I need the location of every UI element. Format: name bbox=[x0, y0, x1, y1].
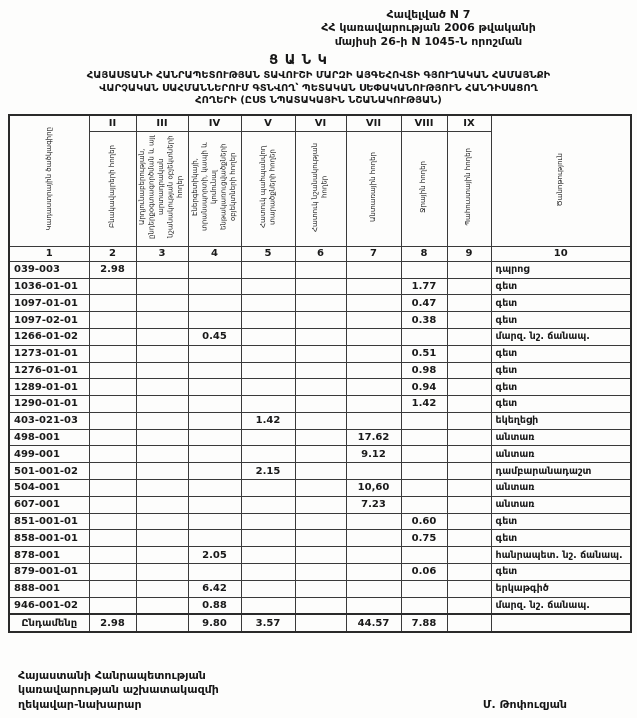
value-cell bbox=[188, 564, 241, 581]
value-cell bbox=[447, 463, 491, 480]
value-cell bbox=[188, 312, 241, 329]
header-cadastral-code-label: Կադաստրային ծածկագիրը bbox=[44, 127, 53, 232]
value-cell bbox=[401, 597, 447, 614]
table-row bbox=[9, 295, 631, 312]
value-cell bbox=[401, 580, 447, 597]
value-cell bbox=[136, 295, 188, 312]
code-cell: 499-001 bbox=[9, 446, 89, 463]
value-cell: 0.60 bbox=[401, 513, 447, 530]
table-row bbox=[9, 362, 631, 379]
value-cell bbox=[188, 429, 241, 446]
value-cell bbox=[447, 480, 491, 497]
value-cell bbox=[188, 379, 241, 396]
value-cell bbox=[401, 429, 447, 446]
header-water-lands: Ջրային հողեր bbox=[401, 131, 447, 246]
value-cell bbox=[136, 446, 188, 463]
subtitle-line-3: ՀՈՂԵՐԻ (ԸՍՏ ՆՊԱՏԱԿԱՅԻՆ ՆՇԱՆԱԿՈՒԹՅԱՆ) bbox=[195, 95, 442, 107]
code-cell: 501-001-02 bbox=[9, 463, 89, 480]
code-cell: 1273-01-01 bbox=[9, 345, 89, 362]
note-cell: գետ bbox=[491, 278, 631, 295]
signatory-title-line-1: Հայաստանի Հանրապետության bbox=[18, 669, 206, 683]
value-cell bbox=[295, 379, 346, 396]
value-cell bbox=[401, 261, 447, 278]
subtitle-line-2: ՎԱՐՉԱԿԱՆ ՍԱՀՄԱՆՆԵՐՈՒՄ ԳՏՆՎՈՂ՝ ՊԵՏԱԿԱՆ ՍԵՓԱԿԱՆՈՒԹՅՈՒՆ ՀԱՆԴԻՍԱՑՈՂ bbox=[99, 82, 538, 94]
value-cell bbox=[295, 312, 346, 329]
value-cell bbox=[346, 463, 401, 480]
value-cell: 7.23 bbox=[346, 496, 401, 513]
code-cell: 039-003 bbox=[9, 261, 89, 278]
appendix-line-3: մայիսի 26-ի N 1045-Ն որոշման bbox=[334, 34, 523, 48]
value-cell: 2.98 bbox=[89, 614, 136, 632]
roman-numeral-row bbox=[9, 115, 631, 132]
value-cell bbox=[295, 261, 346, 278]
note-cell: մարզ. նշ. ճանապ. bbox=[491, 328, 631, 345]
col-num-8: 8 bbox=[401, 246, 447, 261]
code-cell: 946-001-02 bbox=[9, 597, 89, 614]
value-cell bbox=[241, 480, 295, 497]
value-cell bbox=[188, 362, 241, 379]
table-row bbox=[9, 278, 631, 295]
value-cell bbox=[136, 513, 188, 530]
table-row bbox=[9, 547, 631, 564]
code-cell: 1290-01-01 bbox=[9, 396, 89, 413]
value-cell bbox=[447, 312, 491, 329]
value-cell bbox=[241, 597, 295, 614]
roman-col-9: IX bbox=[447, 115, 491, 132]
value-cell bbox=[136, 614, 188, 632]
header-reserve-lands: Պահուստային հողեր bbox=[447, 131, 491, 246]
value-cell bbox=[447, 261, 491, 278]
value-cell bbox=[401, 412, 447, 429]
value-cell: 2.05 bbox=[188, 547, 241, 564]
value-cell bbox=[188, 496, 241, 513]
value-cell: 1.42 bbox=[401, 396, 447, 413]
total-label-cell: Ընդամենը bbox=[9, 614, 89, 632]
value-cell bbox=[89, 278, 136, 295]
value-cell bbox=[295, 480, 346, 497]
value-cell bbox=[447, 614, 491, 632]
value-cell bbox=[241, 295, 295, 312]
value-cell bbox=[89, 513, 136, 530]
signature-name: Մ. Թոփուզյան bbox=[482, 698, 567, 711]
note-cell: անտառ bbox=[491, 480, 631, 497]
table-row bbox=[9, 345, 631, 362]
value-cell: 0.06 bbox=[401, 564, 447, 581]
value-cell bbox=[89, 580, 136, 597]
code-cell: 879-001-01 bbox=[9, 564, 89, 581]
value-cell bbox=[89, 362, 136, 379]
header-note-label: Ծանոթություն bbox=[556, 152, 565, 206]
value-cell bbox=[447, 396, 491, 413]
value-cell: 7.88 bbox=[401, 614, 447, 632]
document-subtitle bbox=[6, 70, 631, 108]
table-row bbox=[9, 496, 631, 513]
value-cell bbox=[447, 429, 491, 446]
table-row bbox=[9, 580, 631, 597]
value-cell bbox=[241, 564, 295, 581]
note-cell: գետ bbox=[491, 312, 631, 329]
note-cell: գետ bbox=[491, 513, 631, 530]
value-cell bbox=[136, 463, 188, 480]
value-cell bbox=[136, 345, 188, 362]
column-number-row bbox=[9, 246, 631, 261]
value-cell bbox=[447, 446, 491, 463]
value-cell bbox=[401, 480, 447, 497]
value-cell bbox=[89, 547, 136, 564]
code-cell: 1036-01-01 bbox=[9, 278, 89, 295]
note-cell: գետ bbox=[491, 379, 631, 396]
roman-col-5: V bbox=[241, 115, 295, 132]
value-cell bbox=[295, 345, 346, 362]
value-cell bbox=[346, 328, 401, 345]
roman-col-8: VIII bbox=[401, 115, 447, 132]
col-num-3: 3 bbox=[136, 246, 188, 261]
code-cell: 403-021-03 bbox=[9, 412, 89, 429]
table-row bbox=[9, 261, 631, 278]
value-cell bbox=[295, 429, 346, 446]
header-forest-lands: Անտառային հողեր bbox=[346, 131, 401, 246]
table-header bbox=[9, 115, 631, 262]
value-cell bbox=[136, 597, 188, 614]
value-cell bbox=[89, 597, 136, 614]
value-cell: 3.57 bbox=[241, 614, 295, 632]
value-cell bbox=[89, 480, 136, 497]
value-cell bbox=[295, 580, 346, 597]
roman-col-4: IV bbox=[188, 115, 241, 132]
header-industrial-lands: Արդյունաբերության, ընդերքօգտագործման և այլ արտադրական նշանակության օբյեկտների հողեր bbox=[136, 131, 188, 246]
note-cell: երկաթգիծ bbox=[491, 580, 631, 597]
value-cell bbox=[89, 446, 136, 463]
note-cell: գետ bbox=[491, 530, 631, 547]
value-cell bbox=[188, 530, 241, 547]
value-cell bbox=[346, 362, 401, 379]
note-cell: անտառ bbox=[491, 446, 631, 463]
col-num-2: 2 bbox=[89, 246, 136, 261]
table-row bbox=[9, 396, 631, 413]
value-cell bbox=[241, 396, 295, 413]
value-cell: 9.80 bbox=[188, 614, 241, 632]
appendix-block bbox=[260, 8, 597, 48]
subtitle-line-1: ՀԱՅԱՍՏԱՆԻ ՀԱՆՐԱՊԵՏՈՒԹՅԱՆ ՏԱՎՈՒՇԻ ՄԱՐԶԻ ԱՅԳԵՀՈՎՏԻ ԳՅՈՒՂԱԿԱՆ ՀԱՄԱՅՆՔԻ bbox=[86, 70, 551, 82]
value-cell bbox=[136, 396, 188, 413]
value-cell: 0.75 bbox=[401, 530, 447, 547]
roman-col-2: II bbox=[89, 115, 136, 132]
roman-col-6: VI bbox=[295, 115, 346, 132]
value-cell: 6.42 bbox=[188, 580, 241, 597]
value-cell bbox=[241, 446, 295, 463]
value-cell bbox=[447, 597, 491, 614]
value-cell bbox=[346, 261, 401, 278]
value-cell bbox=[346, 396, 401, 413]
col-num-7: 7 bbox=[346, 246, 401, 261]
note-cell: գետ bbox=[491, 362, 631, 379]
roman-col-7: VII bbox=[346, 115, 401, 132]
value-cell bbox=[447, 530, 491, 547]
value-cell bbox=[295, 295, 346, 312]
code-cell: 858-001-01 bbox=[9, 530, 89, 547]
value-cell bbox=[241, 345, 295, 362]
value-cell bbox=[295, 446, 346, 463]
value-cell bbox=[346, 580, 401, 597]
value-cell bbox=[241, 261, 295, 278]
value-cell bbox=[295, 564, 346, 581]
code-cell: 1097-02-01 bbox=[9, 312, 89, 329]
code-cell: 1266-01-02 bbox=[9, 328, 89, 345]
value-cell bbox=[295, 547, 346, 564]
table-row bbox=[9, 564, 631, 581]
value-cell bbox=[89, 564, 136, 581]
value-cell bbox=[241, 496, 295, 513]
value-cell bbox=[188, 480, 241, 497]
value-cell bbox=[346, 312, 401, 329]
header-protected-lands: Հատուկ պահպանվող տարածքների հողեր bbox=[241, 131, 295, 246]
value-cell bbox=[241, 429, 295, 446]
note-cell: գետ bbox=[491, 345, 631, 362]
value-cell bbox=[89, 328, 136, 345]
col-num-9: 9 bbox=[447, 246, 491, 261]
value-cell bbox=[447, 412, 491, 429]
roman-col-3: III bbox=[136, 115, 188, 132]
code-cell: 607-001 bbox=[9, 496, 89, 513]
value-cell bbox=[346, 345, 401, 362]
table-row bbox=[9, 312, 631, 329]
value-cell bbox=[447, 379, 491, 396]
value-cell bbox=[136, 312, 188, 329]
value-cell: 1.77 bbox=[401, 278, 447, 295]
value-cell bbox=[295, 597, 346, 614]
note-cell: գետ bbox=[491, 295, 631, 312]
table-row bbox=[9, 463, 631, 480]
note-cell: եկեղեցի bbox=[491, 412, 631, 429]
value-cell bbox=[136, 362, 188, 379]
table-body bbox=[9, 261, 631, 632]
value-cell bbox=[295, 396, 346, 413]
value-cell bbox=[447, 362, 491, 379]
code-cell: 878-001 bbox=[9, 547, 89, 564]
value-cell bbox=[447, 564, 491, 581]
value-cell bbox=[295, 278, 346, 295]
signatory-title bbox=[18, 669, 219, 712]
value-cell bbox=[401, 463, 447, 480]
value-cell bbox=[241, 513, 295, 530]
value-cell: 10,60 bbox=[346, 480, 401, 497]
value-cell: 0.88 bbox=[188, 597, 241, 614]
value-cell: 1.42 bbox=[241, 412, 295, 429]
col-num-5: 5 bbox=[241, 246, 295, 261]
value-cell: 0.45 bbox=[188, 328, 241, 345]
table-row bbox=[9, 530, 631, 547]
code-cell: 1289-01-01 bbox=[9, 379, 89, 396]
value-cell bbox=[188, 345, 241, 362]
signatory-title-line-2: կառավարության աշխատակազմի bbox=[18, 683, 219, 697]
value-cell bbox=[136, 412, 188, 429]
value-cell bbox=[89, 345, 136, 362]
value-cell bbox=[241, 547, 295, 564]
value-cell bbox=[241, 530, 295, 547]
value-cell bbox=[295, 530, 346, 547]
value-cell bbox=[136, 429, 188, 446]
appendix-line-1: Հավելված N 7 bbox=[386, 8, 471, 21]
table-row bbox=[9, 513, 631, 530]
note-cell bbox=[491, 614, 631, 632]
value-cell bbox=[89, 530, 136, 547]
value-cell bbox=[447, 547, 491, 564]
value-cell bbox=[295, 614, 346, 632]
value-cell: 2.98 bbox=[89, 261, 136, 278]
table-row bbox=[9, 446, 631, 463]
code-cell: 504-001 bbox=[9, 480, 89, 497]
value-cell bbox=[89, 295, 136, 312]
col-num-6: 6 bbox=[295, 246, 346, 261]
table-row bbox=[9, 429, 631, 446]
header-cadastral-code bbox=[9, 115, 89, 247]
table-row bbox=[9, 328, 631, 345]
value-cell bbox=[188, 396, 241, 413]
note-cell: դամբարանադաշտ bbox=[491, 463, 631, 480]
header-infrastructure-lands: Էներգետիկայի, տրանսպորտի, կապի և կոմունալ ենթակառուցվածքների օբյեկտների հողեր bbox=[188, 131, 241, 246]
value-cell bbox=[136, 480, 188, 497]
value-cell bbox=[346, 513, 401, 530]
signatory-title-line-3: ղեկավար-նախարար bbox=[18, 697, 142, 711]
value-cell bbox=[188, 278, 241, 295]
value-cell bbox=[447, 580, 491, 597]
value-cell: 0.51 bbox=[401, 345, 447, 362]
value-cell: 0.38 bbox=[401, 312, 447, 329]
value-cell: 9.12 bbox=[346, 446, 401, 463]
value-cell: 2.15 bbox=[241, 463, 295, 480]
value-cell bbox=[447, 278, 491, 295]
document-footer bbox=[0, 669, 637, 714]
value-cell bbox=[401, 446, 447, 463]
value-cell bbox=[447, 496, 491, 513]
value-cell bbox=[401, 328, 447, 345]
table-row bbox=[9, 597, 631, 614]
col-num-4: 4 bbox=[188, 246, 241, 261]
value-cell bbox=[346, 530, 401, 547]
code-cell: 851-001-01 bbox=[9, 513, 89, 530]
value-cell bbox=[295, 412, 346, 429]
value-cell bbox=[89, 312, 136, 329]
value-cell bbox=[188, 446, 241, 463]
value-cell bbox=[447, 295, 491, 312]
value-cell bbox=[188, 412, 241, 429]
header-special-purpose-lands: Հատուկ նշանակության հողեր bbox=[295, 131, 346, 246]
code-cell: 1276-01-01 bbox=[9, 362, 89, 379]
list-title: Ց Ա Ն Կ bbox=[269, 53, 328, 69]
col-num-10: 10 bbox=[491, 246, 631, 261]
value-cell bbox=[89, 463, 136, 480]
value-cell bbox=[188, 295, 241, 312]
value-cell bbox=[136, 496, 188, 513]
value-cell bbox=[346, 547, 401, 564]
value-cell: 0.98 bbox=[401, 362, 447, 379]
value-cell bbox=[188, 261, 241, 278]
value-cell bbox=[295, 496, 346, 513]
value-cell bbox=[241, 278, 295, 295]
value-cell bbox=[136, 379, 188, 396]
value-cell bbox=[89, 496, 136, 513]
value-cell bbox=[346, 597, 401, 614]
value-cell bbox=[401, 547, 447, 564]
header-residential-lands: Բնակավայրերի հողեր bbox=[89, 131, 136, 246]
value-cell bbox=[401, 496, 447, 513]
value-cell: 44.57 bbox=[346, 614, 401, 632]
value-cell: 17.62 bbox=[346, 429, 401, 446]
code-cell: 498-001 bbox=[9, 429, 89, 446]
value-cell bbox=[241, 362, 295, 379]
note-cell: մարզ. նշ. ճանապ. bbox=[491, 597, 631, 614]
value-cell bbox=[136, 328, 188, 345]
table-row bbox=[9, 412, 631, 429]
value-cell bbox=[295, 328, 346, 345]
table-row bbox=[9, 379, 631, 396]
value-cell bbox=[241, 379, 295, 396]
value-cell bbox=[188, 513, 241, 530]
code-cell: 1097-01-01 bbox=[9, 295, 89, 312]
note-cell: դպրոց bbox=[491, 261, 631, 278]
value-cell bbox=[447, 328, 491, 345]
value-cell: 0.94 bbox=[401, 379, 447, 396]
note-cell: հանրապետ. նշ. ճանապ. bbox=[491, 547, 631, 564]
note-cell: անտառ bbox=[491, 429, 631, 446]
value-cell bbox=[346, 412, 401, 429]
land-register-table bbox=[8, 114, 632, 634]
value-cell bbox=[346, 379, 401, 396]
value-cell bbox=[295, 513, 346, 530]
value-cell bbox=[136, 278, 188, 295]
appendix-line-2: ՀՀ կառավարության 2006 թվականի bbox=[321, 21, 536, 35]
note-cell: գետ bbox=[491, 564, 631, 581]
value-cell bbox=[89, 412, 136, 429]
value-cell: 0.47 bbox=[401, 295, 447, 312]
note-cell: գետ bbox=[491, 396, 631, 413]
value-cell bbox=[295, 463, 346, 480]
value-cell bbox=[89, 379, 136, 396]
value-cell bbox=[346, 295, 401, 312]
code-cell: 888-001 bbox=[9, 580, 89, 597]
col-num-1: 1 bbox=[9, 246, 89, 261]
header-note bbox=[491, 115, 631, 247]
value-cell bbox=[136, 580, 188, 597]
value-cell bbox=[346, 278, 401, 295]
value-cell bbox=[241, 580, 295, 597]
value-cell bbox=[447, 345, 491, 362]
value-cell bbox=[188, 463, 241, 480]
value-cell bbox=[346, 564, 401, 581]
table-row bbox=[9, 480, 631, 497]
value-cell bbox=[136, 564, 188, 581]
value-cell bbox=[447, 513, 491, 530]
value-cell bbox=[136, 547, 188, 564]
note-cell: անտառ bbox=[491, 496, 631, 513]
total-row bbox=[9, 614, 631, 632]
value-cell bbox=[136, 261, 188, 278]
value-cell bbox=[89, 396, 136, 413]
value-cell bbox=[241, 328, 295, 345]
value-cell bbox=[89, 429, 136, 446]
value-cell bbox=[241, 312, 295, 329]
value-cell bbox=[136, 530, 188, 547]
value-cell bbox=[295, 362, 346, 379]
